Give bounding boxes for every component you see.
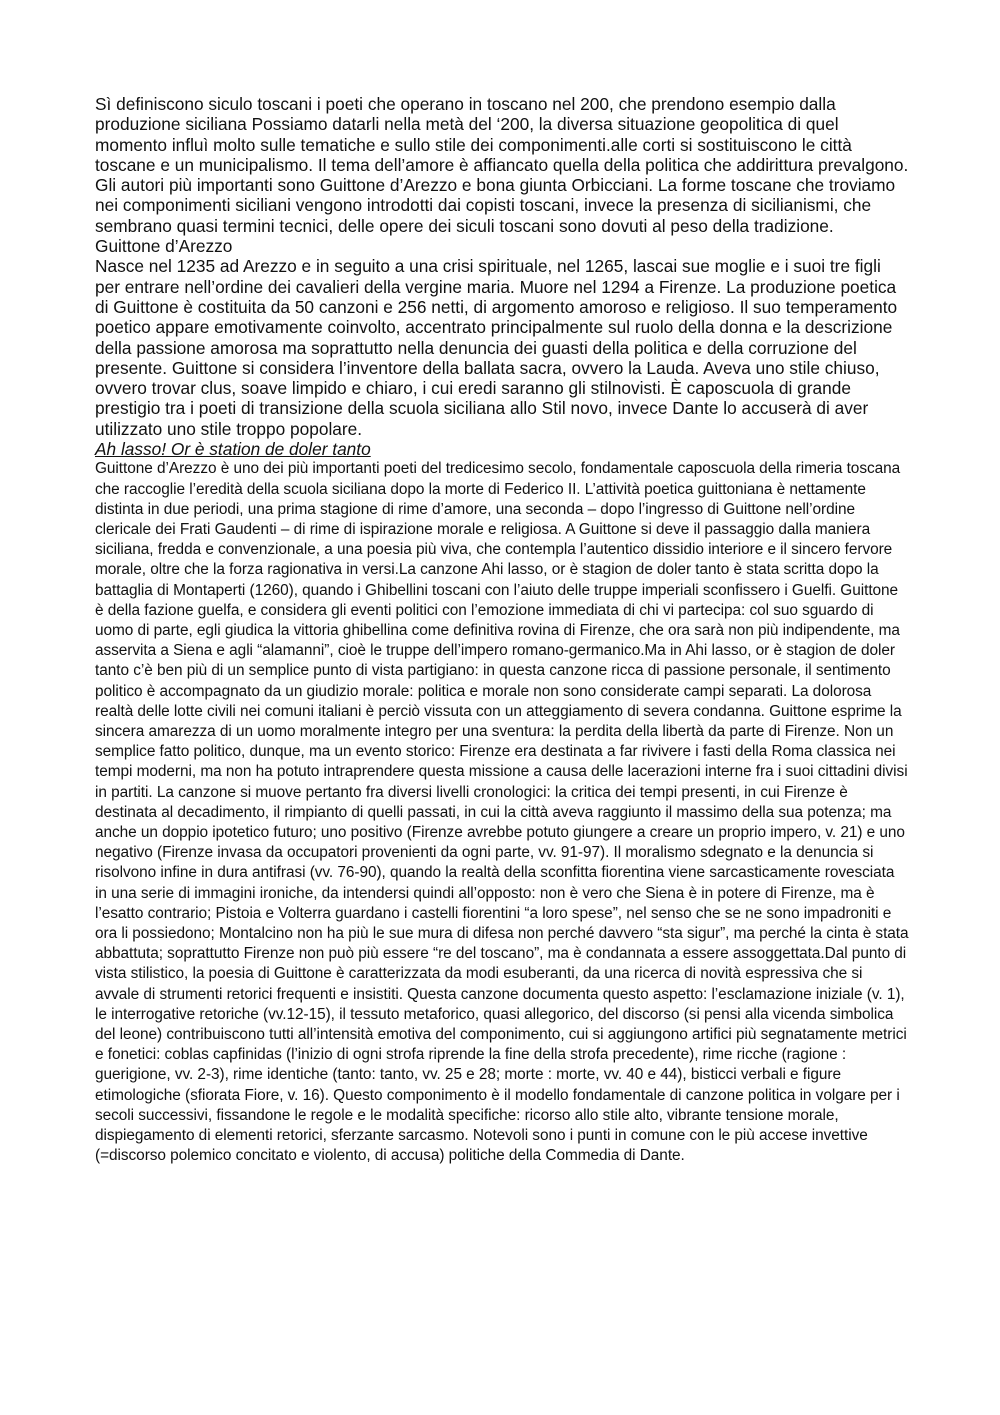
document-page (95, 94, 910, 1166)
bio-paragraph: Nasce nel 1235 ad Arezzo e in seguito a una crisi spirituale, nel 1265, lascai sue moglie e i suoi tre figli per entrare nell’ordine dei cavalieri della vergine maria. Muore nel 1294 a Firenze. La produzione poetica di Guittone è costituita da 50 canzoni e 256 netti, di argomento amoroso e religioso. Il suo temperamento poetico appare emotivamente coinvolto, accentrato principalmente sul ruolo della donna e la descrizione della passione amorosa ma soprattutto nella denuncia dei guasti della politica e della corruzione del presente. Guittone si considera l’inventore della ballata sacra, ovvero la Lauda. Aveva uno stile chiuso, ovvero trovar clus, soave limpido e chiaro, i cui eredi saranno gli stilnovisti. È caposcuola di grande prestigio tra i poeti di transizione della scuola siciliana allo Stil novo, invece Dante lo accuserà di aver utilizzato uno stile troppo popolare. (95, 256, 898, 439)
poem-title: Ah lasso! Or è station de doler tanto (95, 439, 371, 460)
intro-paragraph: Sì definiscono siculo toscani i poeti che operano in toscano nel 200, che prendono esempio dalla produzione siciliana Possiamo datarli nella metà del ‘200, la diversa situazione geopolitica di quel momento influì molto sulle tematiche e sullo stile dei componimenti.alle corti si sostituiscono le città toscane e un municipalismo. Il tema dell’amore è affiancato quella della politica che addirittura prevalgono. Gli autori più importanti sono Guittone d’Arezzo e bona giunta Orbicciani. La forme toscane che troviamo nei componimenti siciliani vengono introdotti dai copisti toscani, invece la presenza di sicilianismi, che sembrano quasi termini tecnici, delle opere dei siculi toscani sono dovuti al peso della tradizione. (95, 94, 909, 236)
analysis-paragraph: Guittone d’Arezzo è uno dei più importanti poeti del tredicesimo secolo, fondamentale caposcuola della rimeria toscana che raccoglie l’eredità della scuola siciliana dopo la morte di Federico II. L’attività poetica guittoniana è nettamente distinta in due periodi, una prima stagione di rime d’amore, una seconda – dopo l’ingresso di Guittone nell’ordine clericale dei Frati Gaudenti – di rime di ispirazione morale e religiosa. A Guittone si deve il passaggio dalla maniera siciliana, fredda e convenzionale, a una poesia più viva, che contempla l’autentico dissidio interiore e il sincero fervore morale, oltre che la forza ragionativa in versi.La canzone Ahi lasso, or è stagion de doler tanto è stata scritta dopo la battaglia di Montaperti (1260), quando i Ghibellini toscani con l’aiuto delle truppe imperiali sconfissero i Guelfi. Guittone è della fazione guelfa, e considera gli eventi politici con l’emozione immediata di chi vi partecipa: col suo sguardo di uomo di parte, egli giudica la vittoria ghibellina come definitiva rovina di Firenze, che ora sarà non più indipendente, ma asservita a Siena e agli “alamanni”, cioè le truppe dell’impero romano-germanico.Ma in Ahi lasso, or è stagion de doler tanto c’è ben più di un semplice punto di vista partigiano: in questa canzone ricca di passione personale, il sentimento politico è accompagnato da un giudizio morale: politica e morale non sono considerate campi separati. La dolorosa realtà delle lotte civili nei comuni italiani è perciò vissuta con un atteggiamento di severa condanna. Guittone esprime la sincera amarezza di un uomo moralmente integro per una sventura: la perdita della libertà da parte di Firenze. Non un semplice fatto politico, dunque, ma un evento storico: Firenze era destinata a far rivivere i fasti della Roma classica nei tempi moderni, ma non ha potuto intraprendere questa missione a causa delle lacerazioni interne fra i suoi cittadini divisi in partiti. La canzone si muove pertanto fra diversi livelli cronologici: la critica dei tempi presenti, in cui Firenze è destinata al decadimento, il rimpianto di quelli passati, in cui la città aveva raggiunto il massimo della sua potenza; ma anche un doppio ipotetico futuro; uno positivo (Firenze avrebbe potuto giungere a creare un proprio impero, v. 21) e uno negativo (Firenze invasa da occupatori provenienti da ogni parte, vv. 91-97). Il moralismo sdegnato e la denuncia si risolvono infine in dura antifrasi (vv. 76-90), quando la realtà della sconfitta fiorentina viene sarcasticamente rovesciata in una serie di immagini ironiche, da intendersi quindi all’opposto: non è vero che Siena è in potere di Firenze, ma è l’esatto contrario; Pistoia e Volterra guardano i castelli fiorentini “a loro spese”, nel senso che se ne sono impadroniti e ora li possiedono; Montalcino non ha più le sue mura di difesa non perché davvero “sta sigur”, ma perché la cinta è stata abbattuta; soprattutto Firenze non può più essere “re del toscano”, ma è condannata a essere assoggettata.Dal punto di vista stilistico, la poesia di Guittone è caratterizzata da modi esuberanti, da una ricerca di novità espressiva che si avvale di strumenti retorici frequenti e insistiti. Questa canzone documenta questo aspetto: l’esclamazione iniziale (v. 1), le interrogative retoriche (vv.12-15), il tessuto metaforico, quasi allegorico, del discorso (si pensi alla vicenda simbolica del leone) contribuiscono tutti all’intensità emotiva del componimento, cui si aggiungono artifici più segnatamente metrici e fonetici: coblas capfinidas (l’inizio di ogni strofa riprende la fine della strofa precedente), rime ricche (ragione : guerigione, vv. 2-3), rime identiche (tanto: tanto, vv. 25 e 28; morte : morte, vv. 40 e 44), bisticci verbali e figure etimologiche (sfiorata Fiore, v. 16). Questo componimento è il modello fondamentale di canzone politica in volgare per i secoli successivi, fissandone le regole e le modalità specifiche: ricorso allo stile alto, vibrante tensione morale, dispiegamento di elementi retorici, sferzante sarcasmo. Notevoli sono i punti in comune con le più accese invettive (=discorso polemico concitato e violento, di accusa) politiche della Commedia di Dante. (95, 460, 909, 1165)
section-heading: Guittone d’Arezzo (95, 236, 233, 257)
